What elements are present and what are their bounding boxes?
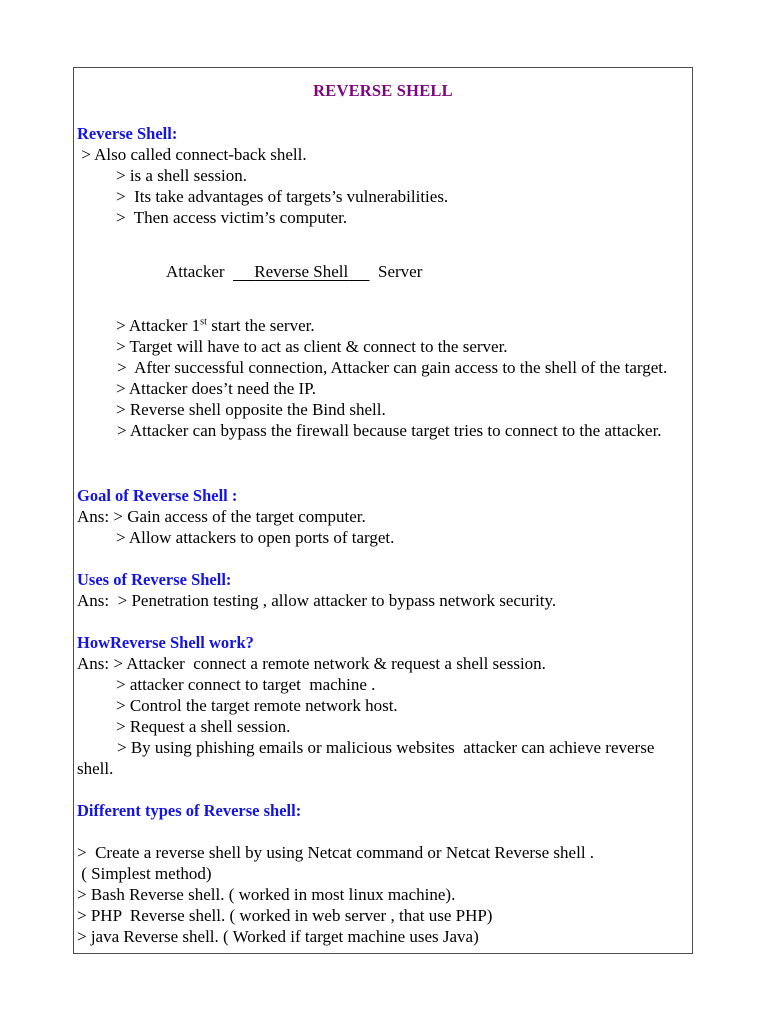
page-title: REVERSE SHELL bbox=[313, 81, 453, 100]
ordinal-suffix: st bbox=[200, 316, 207, 328]
fact-gain-access: > After successful connection, Attacker can gain access to the shell of the target. bbox=[117, 358, 668, 377]
diagram-left-label: Attacker bbox=[166, 262, 225, 281]
goal-gain-access: Ans: > Gain access of the target computer. bbox=[77, 507, 366, 526]
spacer bbox=[76, 282, 690, 315]
bullet-access-victim: > Then access victim’s computer. bbox=[116, 208, 348, 227]
fact-start-server bbox=[76, 315, 690, 336]
type-php: > PHP Reverse shell. ( worked in web server , that use PHP) bbox=[77, 906, 493, 925]
diagram-link-underline-trail bbox=[348, 262, 369, 281]
heading-goal: Goal of Reverse Shell : bbox=[77, 486, 238, 505]
spacer bbox=[76, 821, 690, 842]
diagram-right-label: Server bbox=[377, 262, 423, 281]
spacer bbox=[76, 611, 690, 632]
bullet-take-advantages: > Its take advantages of targets’s vulnerabilities. bbox=[116, 187, 449, 206]
diagram-attacker-server bbox=[76, 261, 690, 282]
fact-start-server-post: start the server. bbox=[206, 316, 315, 335]
spacer bbox=[76, 548, 690, 569]
spacer bbox=[76, 102, 690, 123]
type-netcat: > Create a reverse shell by using Netcat command or Netcat Reverse shell . bbox=[77, 843, 595, 862]
document-body bbox=[74, 68, 692, 947]
heading-different-types: Different types of Reverse shell: bbox=[77, 801, 302, 820]
diagram-link-underline-lead bbox=[233, 262, 254, 281]
type-bash: > Bash Reverse shell. ( worked in most linux machine). bbox=[77, 885, 456, 904]
spacer bbox=[76, 441, 690, 485]
fact-bypass-firewall: > Attacker can bypass the firewall because target tries to connect to the attacker. bbox=[117, 421, 662, 440]
heading-how-it-works: HowReverse Shell work? bbox=[77, 633, 254, 652]
fact-start-server-pre: > Attacker 1 bbox=[116, 316, 201, 335]
document-page bbox=[73, 67, 693, 954]
heading-uses: Uses of Reverse Shell: bbox=[77, 570, 232, 589]
fact-target-acts-client: > Target will have to act as client & connect to the server. bbox=[116, 337, 508, 356]
how-control-host: > Control the target remote network host. bbox=[116, 696, 398, 715]
type-netcat-note: ( Simplest method) bbox=[77, 864, 212, 883]
diagram-link-label: Reverse Shell bbox=[254, 262, 349, 281]
how-connect-target: > attacker connect to target machine . bbox=[116, 675, 376, 694]
how-request-session: > Request a shell session. bbox=[116, 717, 291, 736]
diagram-gap bbox=[225, 262, 234, 281]
bullet-shell-session: > is a shell session. bbox=[116, 166, 247, 185]
how-phishing: > By using phishing emails or malicious websites attacker can achieve reverse shell. bbox=[77, 738, 659, 778]
bullet-also-called: > Also called connect-back shell. bbox=[77, 145, 307, 164]
uses-penetration-testing: Ans: > Penetration testing , allow attacker to bypass network security. bbox=[77, 591, 557, 610]
heading-reverse-shell: Reverse Shell: bbox=[77, 124, 178, 143]
type-java: > java Reverse shell. ( Worked if target machine uses Java) bbox=[77, 927, 479, 946]
how-remote-network: Ans: > Attacker connect a remote network & request a shell session. bbox=[77, 654, 546, 673]
spacer bbox=[76, 228, 690, 261]
fact-no-ip: > Attacker does’t need the IP. bbox=[116, 379, 316, 398]
diagram-gap-2 bbox=[369, 262, 378, 281]
spacer bbox=[76, 779, 690, 800]
fact-opposite-bind: > Reverse shell opposite the Bind shell. bbox=[116, 400, 386, 419]
goal-open-ports: > Allow attackers to open ports of target. bbox=[116, 528, 395, 547]
